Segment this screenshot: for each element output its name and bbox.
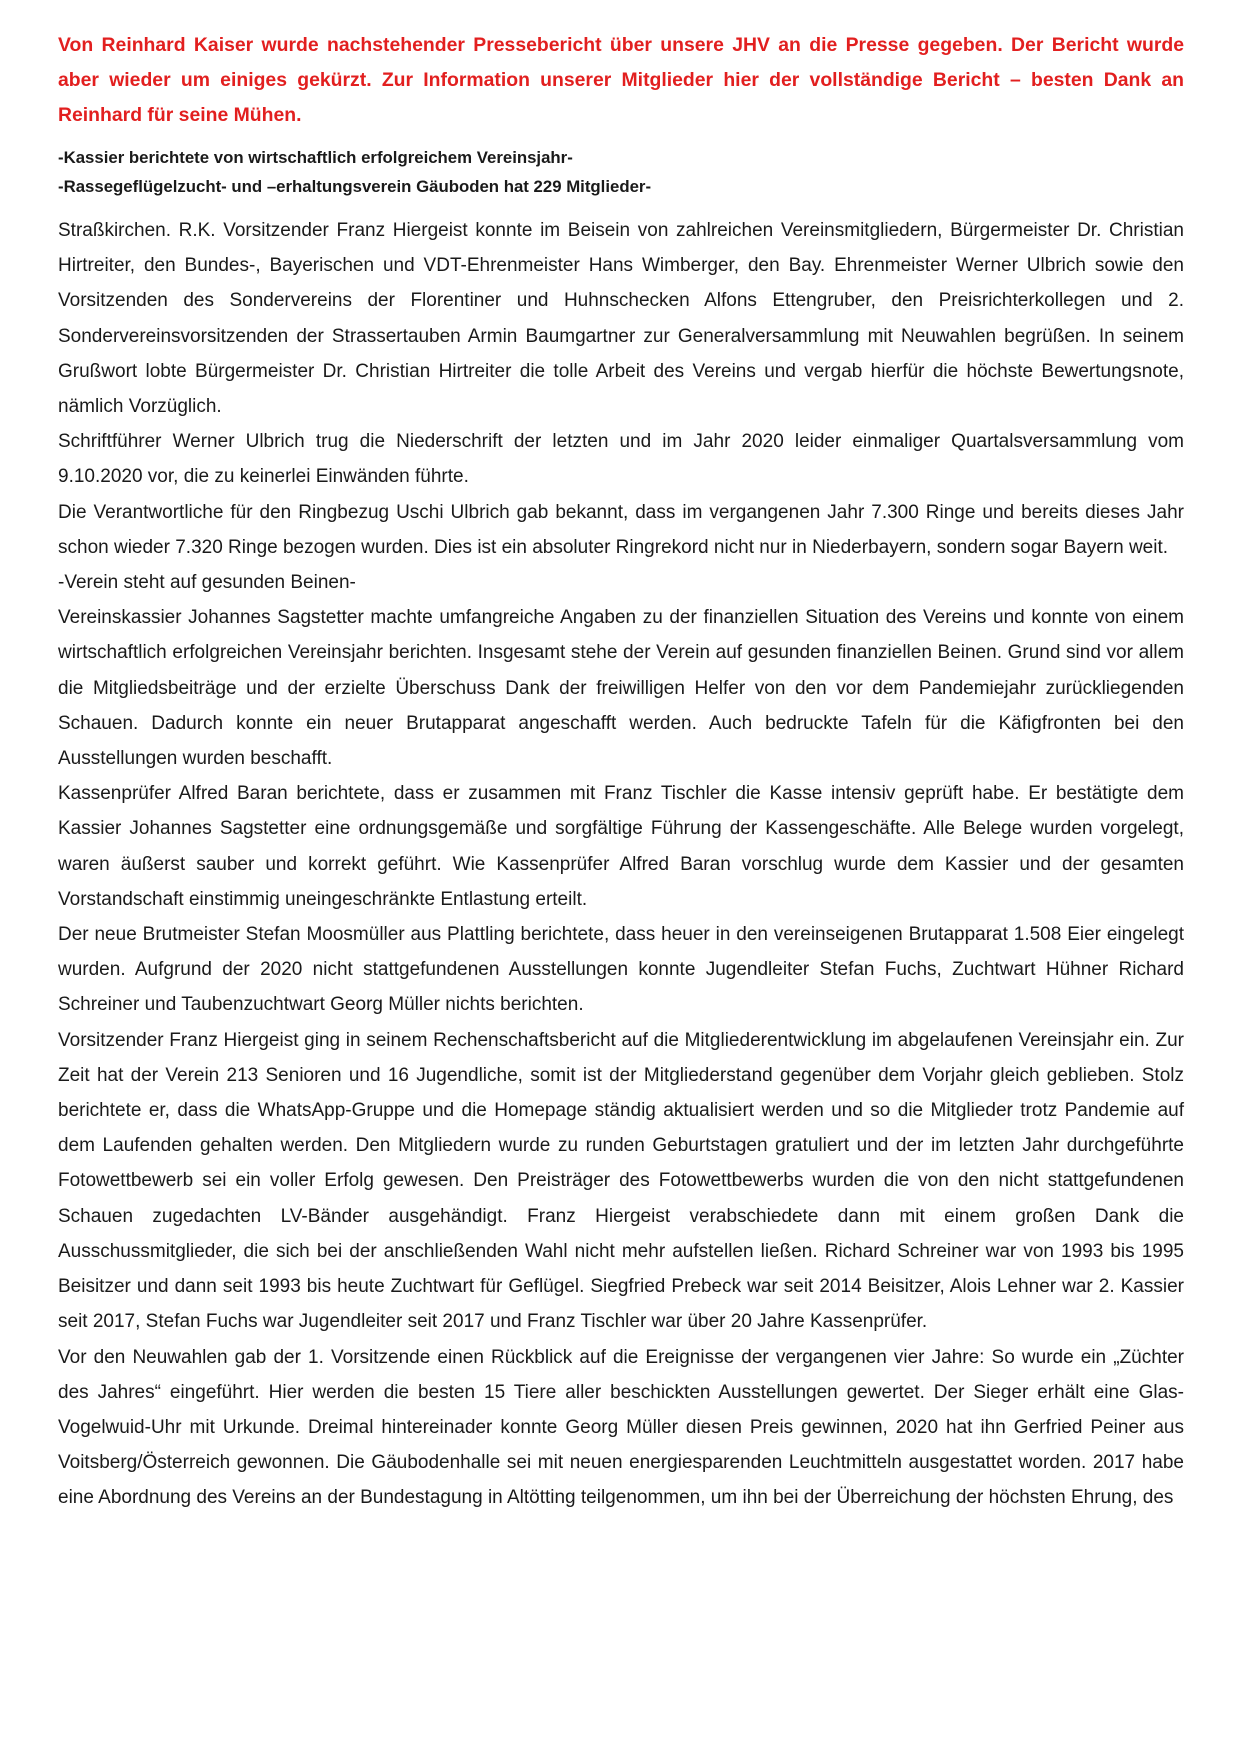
paragraph-rings: Die Verantwortliche für den Ringbezug Uschi Ulbrich gab bekannt, dass im vergangenen Jahr 7.300 Ringe und bereits dieses Jahr schon wieder 7.320 Ringe bezogen wurden. Dies ist ein absoluter Ringrekord nicht nur in Niederbayern, sondern sogar Bayern weit.: [58, 501, 1184, 558]
paragraph-chairman-report: Vorsitzender Franz Hiergeist ging in seinem Rechenschaftsbericht auf die Mitgliederentwicklung im abgelaufenen Vereinsjahr ein. Zur Zeit hat der Verein 213 Senioren und 16 Jugendliche, somit ist der Mitgliederstand gegenüber dem Vorjahr gleich geblieben. Stolz berichtete er, dass die WhatsApp-Gruppe und die Homepage ständig aktualisiert werden und so die Mitglieder trotz Pandemie auf dem Laufenden gehalten werden. Den Mitgliedern wurde zu runden Geburtstagen gratuliert und der im letzten Jahr durchgeführte Fotowettbewerb sei ein voller Erfolg gewesen. Den Preisträger des Fotowettbewerbs wurden die von den nicht stattgefundenen Schauen zugedachten LV-Bänder ausgehändigt. Franz Hiergeist verabschiedete dann mit einem großen Dank die Ausschussmitglieder, die sich bei der anschließenden Wahl nicht mehr aufstellen ließen. Richard Schreiner war von 1993 bis 1995 Beisitzer und dann seit 1993 bis heute Zuchtwart für Geflügel. Siegfried Prebeck war seit 2014 Beisitzer, Alois Lehner war 2. Kassier seit 2017, Stefan Fuchs war Jugendleiter seit 2017 und Franz Tischler war über 20 Jahre Kassenprüfer.: [58, 1029, 1184, 1333]
headline-1: -Kassier berichtete von wirtschaftlich erfolgreichem Vereinsjahr-: [58, 148, 573, 167]
intro-notice: Von Reinhard Kaiser wurde nachstehender Pressebericht über unsere JHV an die Presse gegeben. Der Bericht wurde aber wieder um einiges gekürzt. Zur Information unserer Mitglieder hier der vollständige Bericht – besten Dank an Reinhard für seine Mühen.: [58, 34, 1184, 126]
article-headlines: [58, 143, 1184, 201]
paragraph-audit: Kassenprüfer Alfred Baran berichtete, dass er zusammen mit Franz Tischler die Kasse intensiv geprüft habe. Er bestätigte dem Kassier Johannes Sagstetter eine ordnungsgemäße und sorgfältige Führung der Kassengeschäfte. Alle Belege wurden vorgelegt, waren äußerst sauber und korrekt geführt. Wie Kassenprüfer Alfred Baran vorschlug wurde dem Kassier und der gesamten Vorstandschaft einstimmig uneingeschränkte Entlastung erteilt.: [58, 783, 1184, 910]
paragraph-welcome: Straßkirchen. R.K. Vorsitzender Franz Hiergeist konnte im Beisein von zahlreichen Vereinsmitgliedern, Bürgermeister Dr. Christian Hirtreiter, den Bundes-, Bayerischen und VDT-Ehrenmeister Hans Wimberger, den Bay. Ehrenmeister Werner Ulbrich sowie den Vorsitzenden des Sondervereins der Florentiner und Huhnschecken Alfons Ettengruber, den Preisrichterkollegen und 2. Sondervereinsvorsitzenden der Strassertauben Armin Baumgartner zur Generalversammlung mit Neuwahlen begrüßen. In seinem Grußwort lobte Bürgermeister Dr. Christian Hirtreiter die tolle Arbeit des Vereins und vergab hierfür die höchste Bewertungsnote, nämlich Vorzüglich.: [58, 220, 1184, 418]
paragraph-treasurer: Vereinskassier Johannes Sagstetter machte umfangreiche Angaben zu der finanziellen Situation des Vereins und konnte von einem wirtschaftlich erfolgreichen Vereinsjahr berichten. Insgesamt stehe der Verein auf gesunden finanziellen Beinen. Grund sind vor allem die Mitgliedsbeiträge und der erzielte Überschuss Dank der freiwilligen Helfer von den vor dem Pandemiejahr zurückliegenden Schauen. Dadurch konnte ein neuer Brutapparat angeschafft werden. Auch bedruckte Tafeln für die Käfigfronten bei den Ausstellungen wurden beschafft.: [58, 607, 1184, 770]
paragraph-incubation: Der neue Brutmeister Stefan Moosmüller aus Plattling berichtete, dass heuer in den vereinseigenen Brutapparat 1.508 Eier eingelegt wurden. Aufgrund der 2020 nicht stattgefundenen Ausstellungen konnte Jugendleiter Stefan Fuchs, Zuchtwart Hühner Richard Schreiner und Taubenzuchtwart Georg Müller nichts berichten.: [58, 924, 1184, 1016]
headline-2: -Rassegeflügelzucht- und –erhaltungsverein Gäuboden hat 229 Mitglieder-: [58, 177, 652, 196]
paragraph-minutes: Schriftführer Werner Ulbrich trug die Niederschrift der letzten und im Jahr 2020 leider einmaliger Quartalsversammlung vom 9.10.2020 vor, die zu keinerlei Einwänden führte.: [58, 431, 1184, 488]
article-body: [58, 213, 1184, 1516]
document-page: [58, 28, 1184, 1516]
subheading-finances: -Verein steht auf gesunden Beinen-: [58, 572, 356, 594]
paragraph-review: Vor den Neuwahlen gab der 1. Vorsitzende einen Rückblick auf die Ereignisse der vergangenen vier Jahre: So wurde ein „Züchter des Jahres“ eingeführt. Hier werden die besten 15 Tiere aller beschickten Ausstellungen gewertet. Der Sieger erhält eine Glas-Vogelwuid-Uhr mit Urkunde. Dreimal hintereinader konnte Georg Müller diesen Preis gewinnen, 2020 hat ihn Gerfried Peiner aus Voitsberg/Österreich gewonnen. Die Gäubodenhalle sei mit neuen energiesparenden Leuchtmitteln ausgestattet worden. 2017 habe eine Abordnung des Vereins an der Bundestagung in Altötting teilgenommen, um ihn bei der Überreichung der höchsten Ehrung, des: [58, 1346, 1184, 1509]
